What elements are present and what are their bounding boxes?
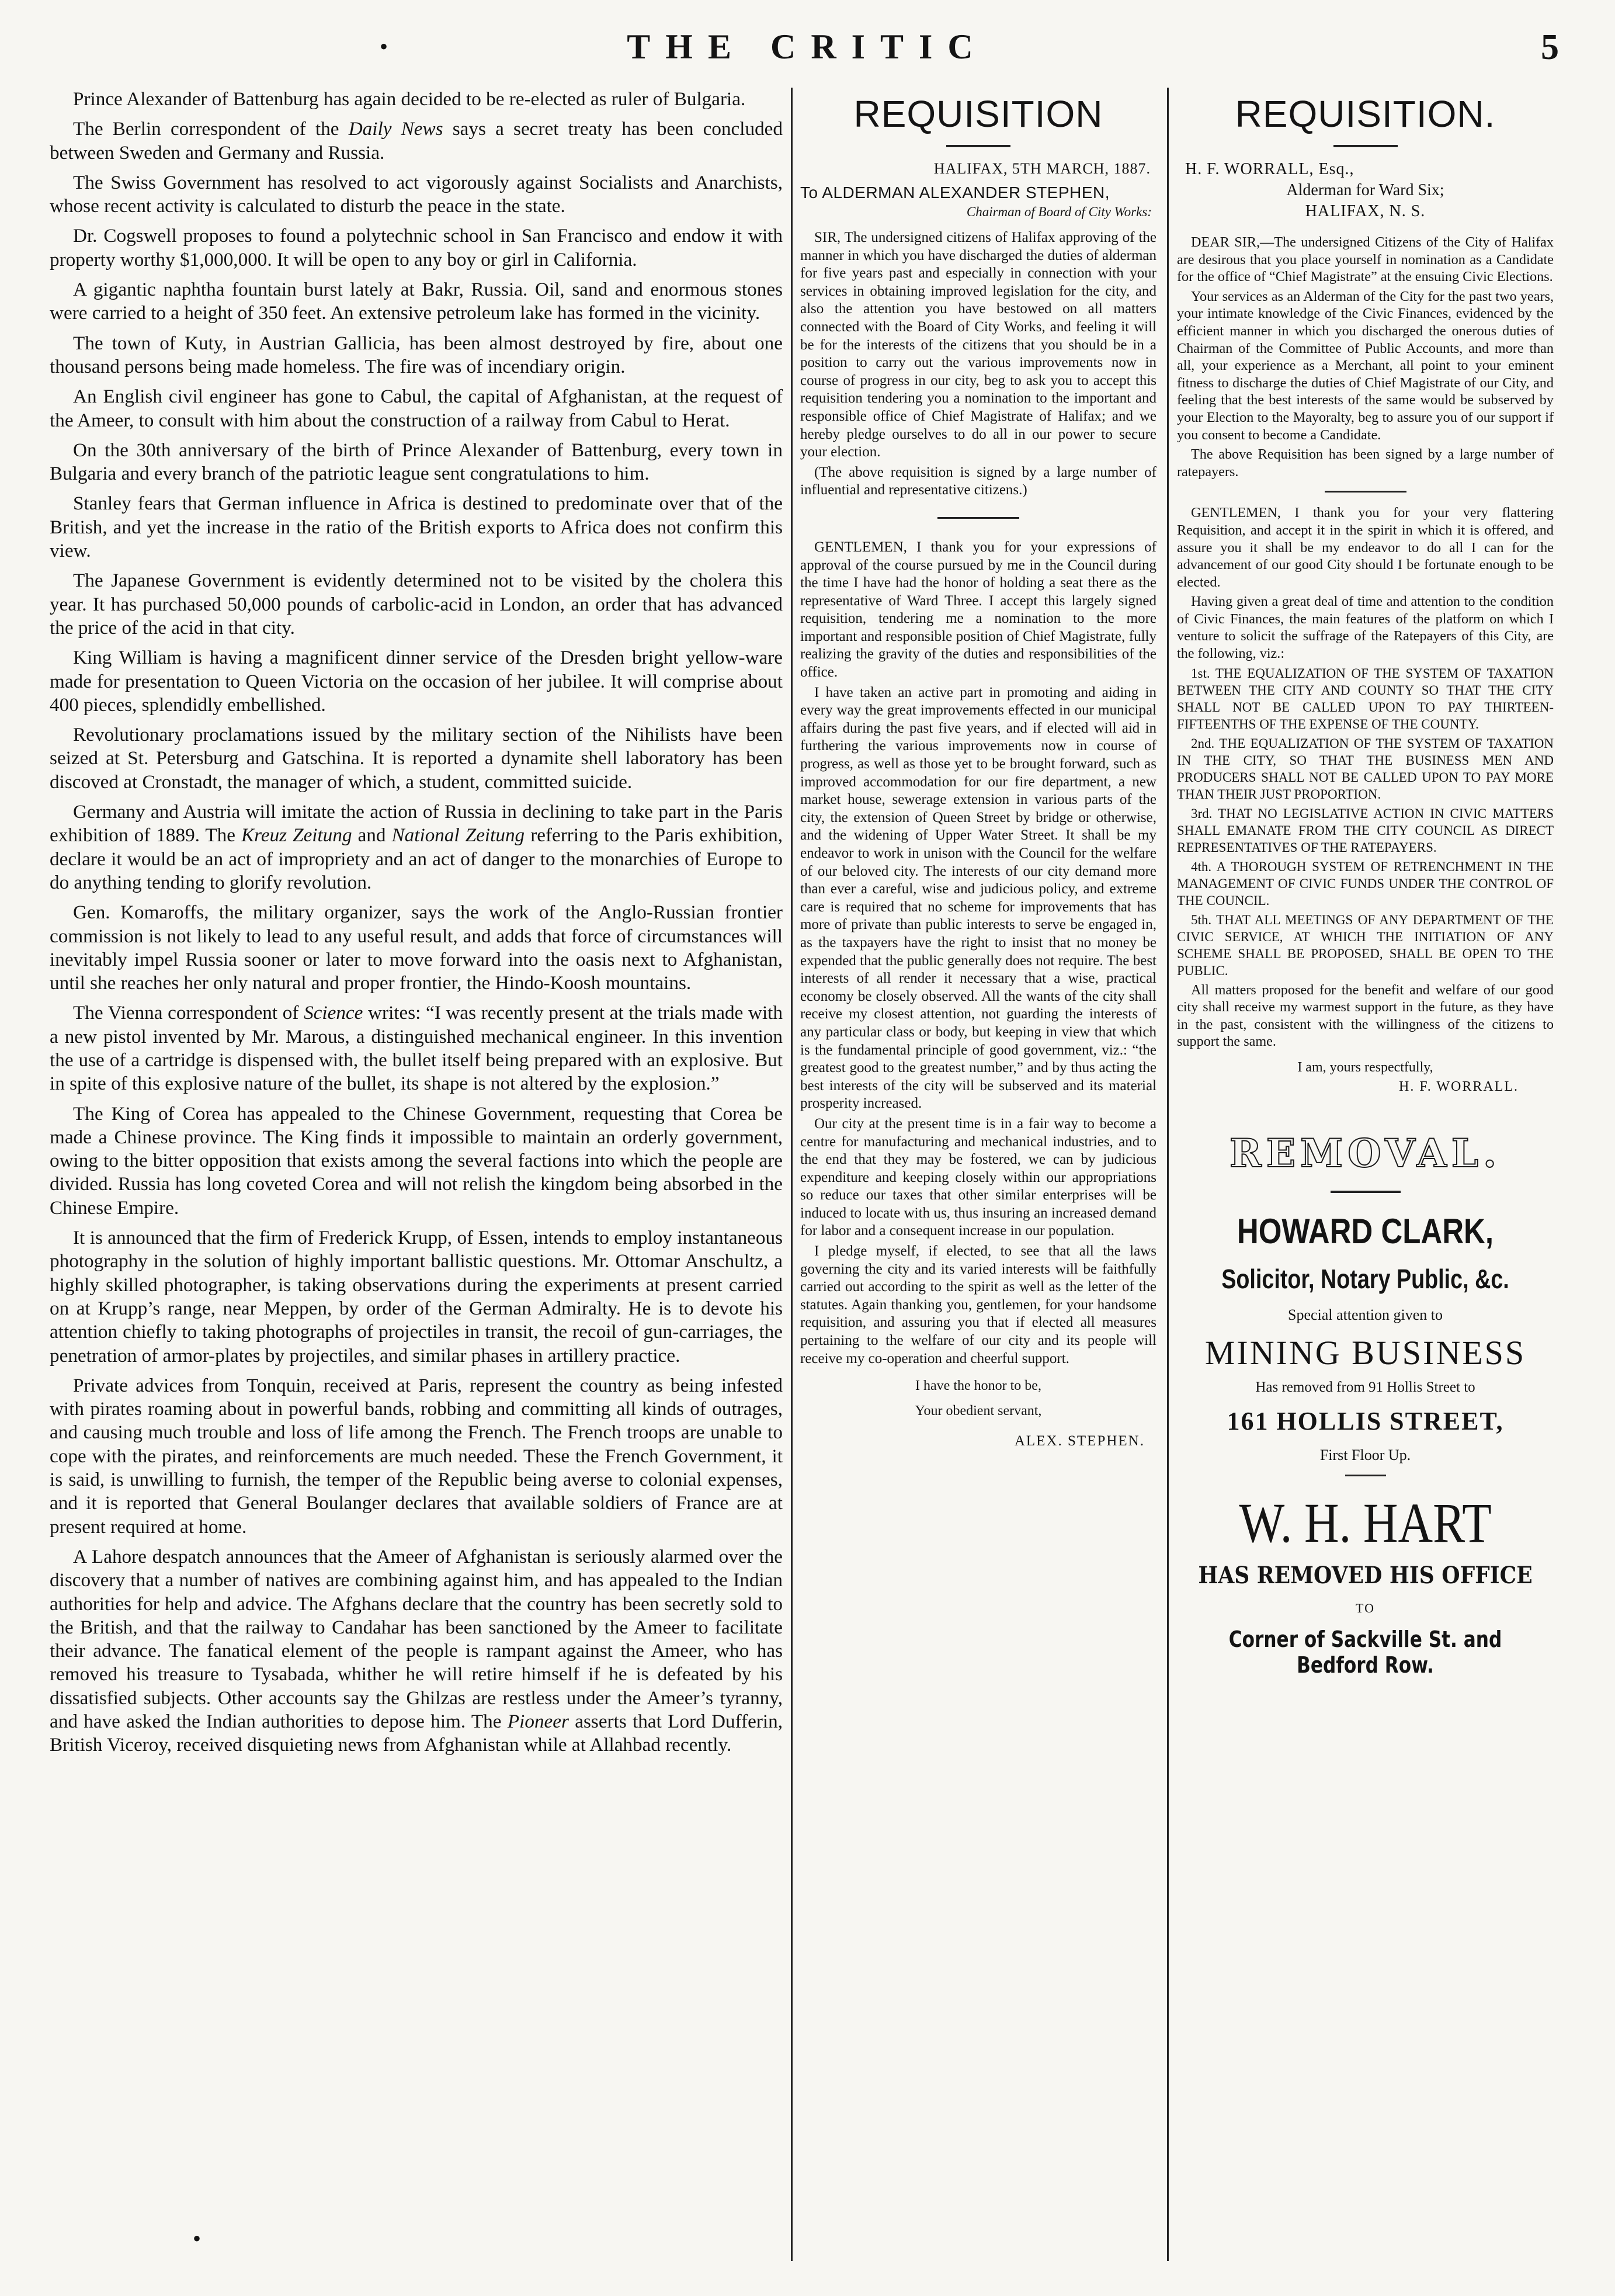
platform-points bbox=[1177, 665, 1554, 979]
paragraph: The Berlin correspondent of the Daily News says a secret treaty has been concluded between Sweden and Germany and Russia. bbox=[50, 118, 783, 164]
paragraph: GENTLEMEN, I thank you for your very flattering Requisition, and accept it in the spirit in which it is offered, and assure you it shall be my endeavor to do all I can for the advancement of our good City should I be fortunate enough to be elected. bbox=[1177, 505, 1554, 590]
title-rule bbox=[946, 145, 1010, 147]
addressee-title: Chairman of Board of City Works: bbox=[966, 204, 1152, 219]
paragraph: The King of Corea has appealed to the Chinese Government, requesting that Corea be made a Chinese province. The King finds it impossible to maintain an orderly government, owing to the bitter opposition that exists among the several factions into which the people are divided. Russia has long coveted Corea and will not relish the kingdom being absorbed in the Chinese Empire. bbox=[50, 1102, 783, 1219]
signature-name: H. F. WORRALL. bbox=[1399, 1079, 1519, 1095]
removal-heading: REMOVAL. bbox=[1229, 1130, 1502, 1177]
section-rule bbox=[937, 517, 1019, 519]
paragraph: On the 30th anniversary of the birth of Prince Alexander of Battenburg, every town in Bulgaria and every branch of the patriotic league sent congratulations to him. bbox=[50, 439, 783, 485]
paragraph: Private advices from Tonquin, received at Paris, represent the country as being infested with pirates roaming about in powerful bands, robbing and committing all kinds of outrages, and causing much trouble and loss of life among the French. The French troops are unable to cope with the pirates, and reinforcements are much needed. These the French Government, it is said, is unwilling to furnish, the temper of the Republic being averse to colonial expenses, and it is reported that General Boulanger declares that available soldiers of France are at present required at home. bbox=[50, 1374, 783, 1538]
paragraph: The Japanese Government is evidently determined not to be visited by the cholera this year. It has purchased 50,000 pounds of carbolic-acid in London, an order that has advanced the price of the acid in that city. bbox=[50, 570, 783, 639]
requisition-title: REQUISITION bbox=[853, 93, 1103, 135]
reply-body bbox=[1177, 504, 1554, 662]
paragraph: Our city at the present time is in a fair way to become a centre for manufacturing and mechanical industries, and to the end that they may be fostered, we can by judicious expenditure and keeping closely within our appropriations so reduce our taxes that other similar enterprises will be induced to locate with us, thus insuring an increased demand for labor and a consequent increase in our population. bbox=[800, 1115, 1156, 1239]
paragraph: A gigantic naphtha fountain burst lately at Bakr, Russia. Oil, sand and enormous stones were carried to a height of 350 feet. An extensive petroleum lake has formed in the vicinity. bbox=[50, 279, 783, 324]
bottom-dot: • bbox=[193, 2225, 202, 2252]
paragraph: The Swiss Government has resolved to act vigorously against Socialists and Anarchists, whose recent activity is calculated to disturb the peace in the state. bbox=[50, 171, 783, 217]
addressee-title: Alderman for Ward Six; bbox=[1286, 181, 1444, 199]
paragraph: GENTLEMEN, I thank you for your expressions of approval of the course pursued by me in the Council during the time I have had the honor of holding a seat there as the representative of Ward Three. I accept this largely signed requisition, tendering me a nomination to the more important and responsible position of Chief Magistrate, fully realizing the gravity of the duties and responsibilities of the office. bbox=[800, 539, 1156, 681]
paragraph: I have taken an active part in promoting and aiding in every way the great improvements effected in our municipal affairs during the past five years, and if elected will aid in furthering the various improvements now in course of progress, as well as those yet to be brought forward, such as improved accommodation for our fire department, a new market house, sewerage extension in various parts of the city, the extension of Queen Street by bridge or otherwise, and the widening of Upper Water Street. It shall be my endeavor to work in unison with the Council for the welfare of our beloved city. The interests of our city demand more than ever a careful, wise and judicious policy, and extreme care is required that no scheme for improvements that has more of private than public interests to serve be engaged in, as the taxpayers have the right to insist that no money be expended that the public generally does not require. The best interests of all render it necessary that a wise, practical economy be closely observed. All the wants of the city shall receive my closest attention, not guarding the interests of any particular class or body, but keeping in view that which is the fundamental principle of good government, viz.: “the greatest good to the greatest number,” and by thus acting the best interests of the city will be subserved and its material prosperity increased. bbox=[800, 684, 1156, 1112]
paragraph: A Lahore despatch announces that the Ameer of Afghanistan is seriously alarmed over the discovery that a number of natives are combining against him, and has appealed to the Indian authorities for help and advice. The Afghans declare that the country has been secretly sold to the British, and that the railway to Candahar has been sanctioned by the Ameer to facilitate their advance. The fanatical element of the people is rampant against the Ameer, who has removed his treasure to Tysabada, whither he will retire himself if he is defeated by his dissatisfied subjects. Other accounts say the Ghilzas are restless under the Ameer’s tyranny, and have asked the Indian authorities to depose him. The Pioneer asserts that Lord Dufferin, British Viceroy, received disquieting news from Afghanistan while at Allahbad recently. bbox=[50, 1545, 783, 1756]
paragraph: 5th. THAT ALL MEETINGS OF ANY DEPARTMENT OF THE CIVIC SERVICE, AT WHICH THE INITIATION OF ANY SCHEME SHALL BE PROPOSED, SHALL BE OPEN TO THE PUBLIC. bbox=[1177, 912, 1554, 978]
paragraph: (The above requisition is signed by a large number of influential and representative citizens.) bbox=[800, 464, 1156, 498]
addressee: To ALDERMAN ALEXANDER STEPHEN, bbox=[800, 183, 1110, 202]
paragraph: The Vienna correspondent of Science writes: “I was recently present at the trials made with a new pistol invented by Mr. Marous, a distinguished mechanical engineer. In this invention the use of a cartridge is dispensed with, the bullet itself being prepared with an explosive. But in spite of this explosive nature of the bullet, its shape is not altered by the explosion.” bbox=[50, 1002, 783, 1095]
hart-to: TO bbox=[1356, 1601, 1375, 1616]
paragraph: 1st. THE EQUALIZATION OF THE SYSTEM OF TAXATION BETWEEN THE CITY AND COUNTY SO THAT THE CITY SHALL NOT BE CALLED UPON TO PAY THIRTEEN-FIFTEENTHS OF THE EXPENSE OF THE COUNTY. bbox=[1177, 665, 1554, 731]
signature-intro: I have the honor to be, bbox=[915, 1378, 1041, 1394]
section-rule bbox=[1325, 491, 1406, 493]
paragraph: I pledge myself, if elected, to see that all the laws governing the city and its varied interests will be faithfully carried out according to the spirit as well as the letter of the statutes. Again thanking you, gentlemen, for your handsome requisition, and assuring you that if elected all measures pertaining to the welfare of our city and its people will receive my co-operation and cheerful support. bbox=[800, 1243, 1156, 1366]
reply-body bbox=[800, 539, 1156, 1368]
header-dot: • bbox=[380, 33, 388, 60]
requisition-body bbox=[800, 229, 1156, 500]
paragraph: An English civil engineer has gone to Cabul, the capital of Afghanistan, at the request of the Ameer, to consult with him about the construction of a railway from Cabul to Herat. bbox=[50, 386, 783, 431]
floor-note: First Floor Up. bbox=[1319, 1447, 1411, 1464]
removed-from: Has removed from 91 Hollis Street to bbox=[1255, 1379, 1475, 1396]
signature-servant: Your obedient servant, bbox=[915, 1403, 1042, 1419]
paragraph: King William is having a magnificent dinner service of the Dresden bright yellow-ware made for presentation to Queen Victoria on the occasion of her jubilee. It will comprise about 400 pieces, splendidly embellished. bbox=[50, 647, 783, 716]
paragraph: Your services as an Alderman of the City for the past two years, your intimate knowledge of the Civic Finances, evidenced by the efficient manner in which you discharged the onerous duties of Chairman of the Committee of Public Accounts, and more than all, your experience as a Merchant, all point to your eminent fitness to discharge the duties of Chief Magistrate of our City, and feeling that the best interests of the same would be subserved by your Election to the Mayoralty, beg to assure you of our support if you consent to become a Candidate. bbox=[1177, 288, 1554, 443]
paragraph: Revolutionary proclamations issued by the military section of the Nihilists have been seized at St. Petersburg and Gatschina. It is reported a dynamite shell laboratory has been discoved at Cronstadt, the manager of which, a student, committed suicide. bbox=[50, 724, 783, 793]
hart-removed: HAS REMOVED HIS OFFICE bbox=[1198, 1562, 1533, 1590]
paragraph: Prince Alexander of Battenburg has again decided to be re-elected as ruler of Bulgaria. bbox=[73, 88, 746, 110]
worrall-requisition-column bbox=[1177, 88, 1554, 2261]
paragraph: 3rd. THAT NO LEGISLATIVE ACTION IN CIVIC MATTERS SHALL EMANATE FROM THE CITY COUNCIL AS DIRECT REPRESENTATIVES OF THE RATEPAYERS. bbox=[1177, 806, 1554, 855]
column-divider-2 bbox=[1167, 88, 1169, 2261]
page-number: 5 bbox=[1541, 27, 1559, 67]
page-header bbox=[0, 0, 1615, 70]
dateline: HALIFAX, 5TH MARCH, 1887. bbox=[933, 160, 1151, 177]
requisition-title: REQUISITION. bbox=[1235, 93, 1496, 135]
paragraph: The town of Kuty, in Austrian Gallicia, has been almost destroyed by fire, about one thousand persons being made homeless. The fire was of incendiary origin. bbox=[50, 332, 783, 377]
paragraph: The above Requisition has been signed by a large number of ratepayers. bbox=[1177, 446, 1554, 480]
paragraph: It is announced that the firm of Frederick Krupp, of Essen, intends to employ instantaneous photography in the solution of highly important ballistic questions. Mr. Ottomar Anschultz, a highly skilled photographer, is taking observations during the experiments at present carried on at Krupp’s range, near Meppen, by order of the German Admiralty. He is to devote his attention chiefly to taking photographs of projectiles in transit, the recoil of gun-carriages, the penetration of armor-plates by projectiles, and similar phases in artillery practice. bbox=[50, 1227, 783, 1366]
news-column bbox=[50, 88, 783, 2261]
mining-business: MINING BUSINESS bbox=[1204, 1334, 1526, 1372]
hart-name: W. H. HART bbox=[1239, 1492, 1492, 1555]
new-address: 161 HOLLIS STREET, bbox=[1227, 1407, 1504, 1436]
addressee: H. F. WORRALL, Esq., bbox=[1185, 160, 1354, 178]
masthead: THE CRITIC bbox=[627, 27, 988, 66]
special-attention: Special attention given to bbox=[1288, 1306, 1443, 1324]
advertiser-profession: Solicitor, Notary Public, &c. bbox=[1221, 1264, 1509, 1295]
closing-paragraph: All matters proposed for the benefit and welfare of our good city shall receive my warmest support in the future, as they have in the past, consistent with the willingness of the citizens to support the same. bbox=[1177, 981, 1554, 1050]
advertiser-name: HOWARD CLARK, bbox=[1237, 1212, 1494, 1251]
requisition-body bbox=[1177, 234, 1554, 480]
stephen-requisition-column bbox=[800, 88, 1156, 2261]
addressee-place: HALIFAX, N. S. bbox=[1305, 202, 1426, 220]
ad-rule bbox=[1331, 1191, 1401, 1193]
paragraph: Germany and Austria will imitate the action of Russia in declining to take part in the Paris exhibition of 1889. The Kreuz Zeitung and National Zeitung referring to the Paris exhibition, declare it would be an act of impropriety and an act of danger to the monarchies of Europe to do anything tending to glorify revolution. bbox=[50, 801, 783, 893]
signature-name: ALEX. STEPHEN. bbox=[1014, 1433, 1145, 1449]
title-rule bbox=[1333, 145, 1398, 147]
paragraph: Gen. Komaroffs, the military organizer, says the work of the Anglo-Russian frontier commission is not likely to lead to any useful result, and adds that force of circumstances will inevitably impel Russia sooner or later to move forward into the oasis next to Afghanistan, until she reaches her only natural and proper frontier, the Hindo-Koosh mountains. bbox=[50, 901, 783, 994]
paragraph: Dr. Cogswell proposes to found a polytechnic school in San Francisco and endow it with property worthy $1,000,000. It will be open to any boy or girl in California. bbox=[50, 225, 783, 270]
ad-rule bbox=[1345, 1475, 1386, 1476]
signature-intro: I am, yours respectfully, bbox=[1297, 1060, 1433, 1076]
paragraph: Having given a great deal of time and attention to the condition of Civic Finances, the main features of the platform on which I venture to solicit the suffrage of the Ratepayers of this City, are the following, viz.: bbox=[1177, 594, 1554, 662]
hart-address: Corner of Sackville St. and Bedford Row. bbox=[1228, 1626, 1502, 1678]
paragraph: 4th. A THOROUGH SYSTEM OF RETRENCHMENT IN THE MANAGEMENT OF CIVIC FUNDS UNDER THE CONTROL OF THE COUNCIL. bbox=[1177, 859, 1554, 908]
paragraph: Stanley fears that German influence in Africa is destined to predominate over that of the British, and yet the increase in the ratio of the British exports to Africa does not confirm this view. bbox=[50, 493, 783, 562]
paragraph: DEAR SIR,—The undersigned Citizens of the City of Halifax are desirous that you place yourself in nomination as a Candidate for the office of “Chief Magistrate” at the ensuing Civic Elections. bbox=[1177, 234, 1554, 285]
column-divider-1 bbox=[791, 88, 793, 2261]
paragraph: 2nd. THE EQUALIZATION OF THE SYSTEM OF TAXATION IN THE CITY, SO THAT THE BUSINESS MEN AND PRODUCERS SHALL NOT BE CALLED UPON TO PAY MORE THAN THEIR JUST PROPORTION. bbox=[1177, 736, 1554, 802]
paragraph: SIR, The undersigned citizens of Halifax approving of the manner in which you have discharged the duties of alderman for five years past and especially in connection with your services in obtaining improved legislation for the city, and also the attention you have bestowed on all matters connected with the Board of City Works, and feeling it will be for the interests of the citizens that you should be in a position to carry out the various improvements now in course of progress in our city, beg to ask you to accept this requisition tendering you a nomination to the important and responsible office of Chief Magistrate of Halifax; and we hereby pledge ourselves to do all in our power to secure your election. bbox=[800, 230, 1156, 460]
